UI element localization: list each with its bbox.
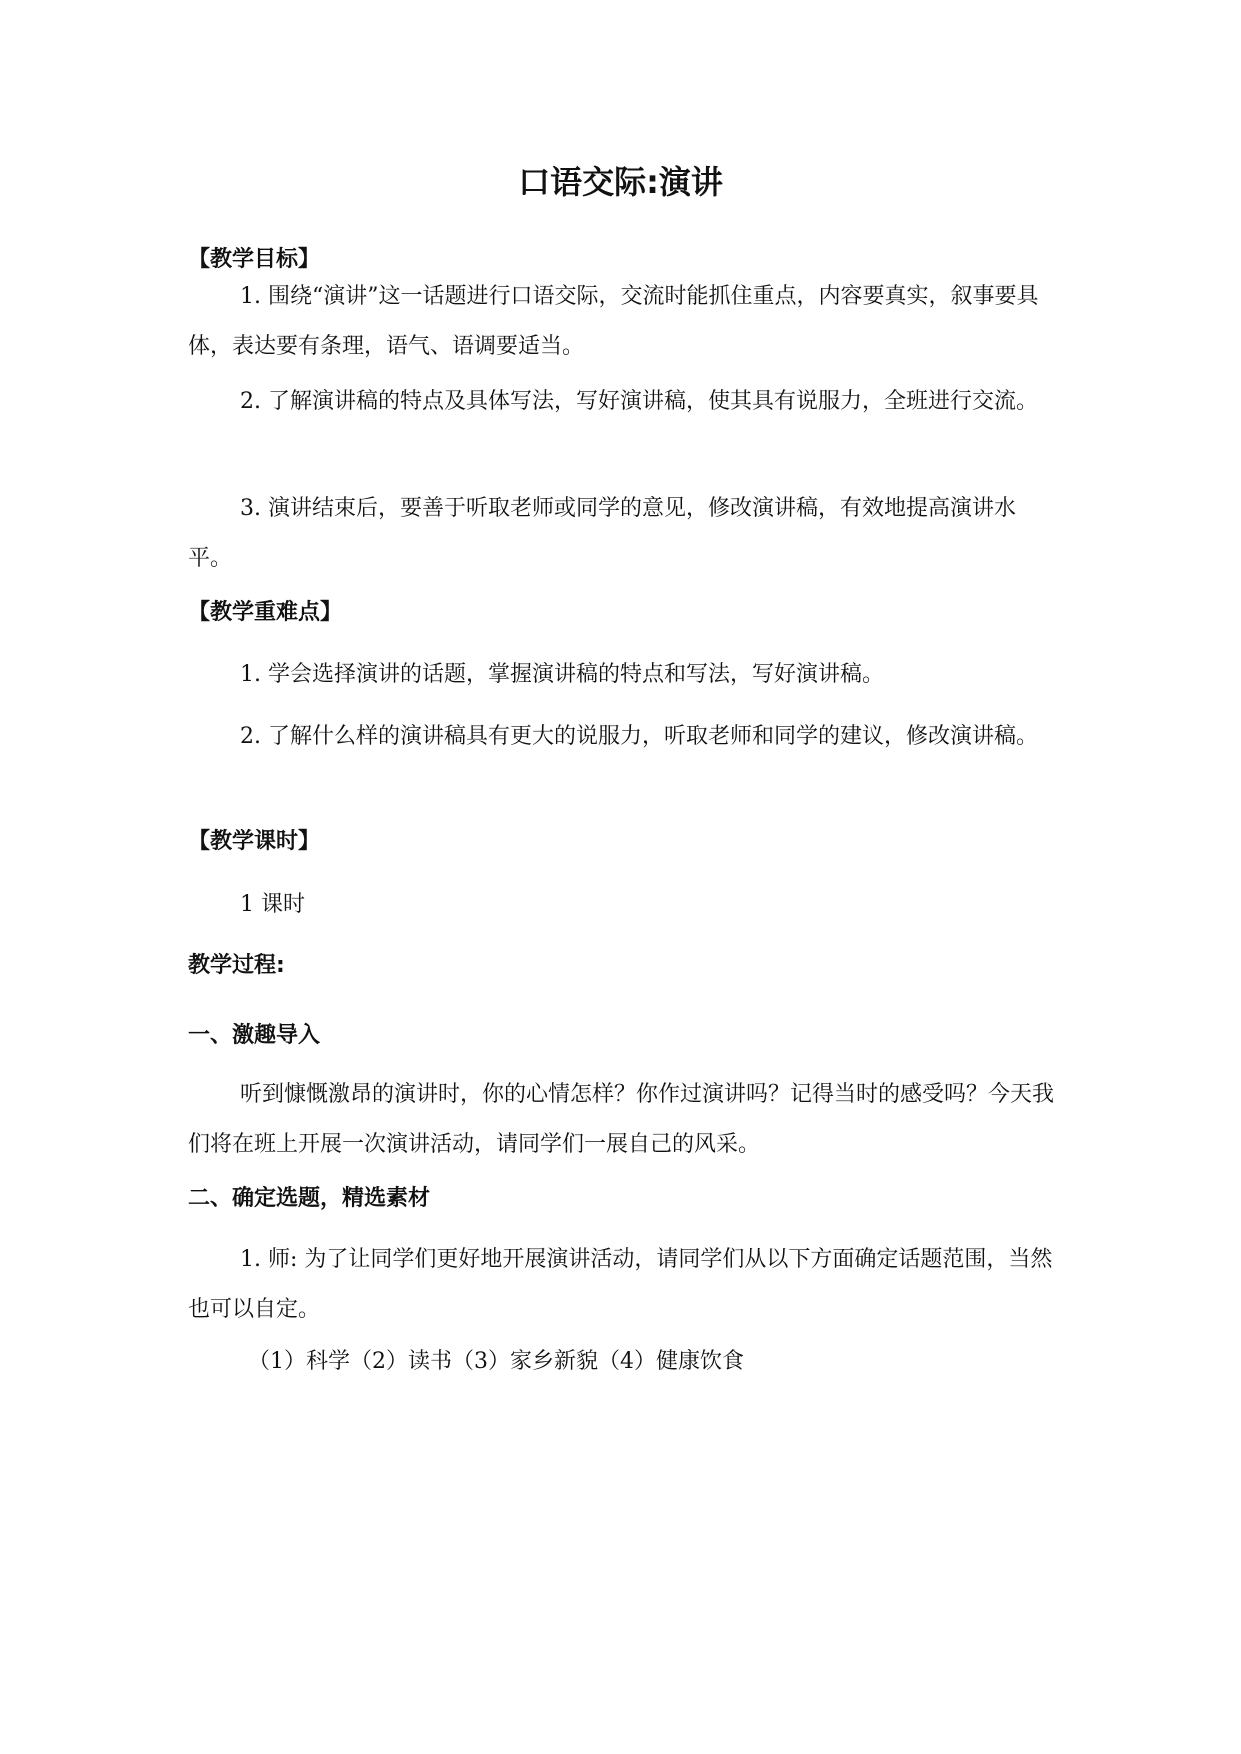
process-step1-heading: 一、激趣导入	[188, 1023, 321, 1048]
key-point-item-1: 1. 学会选择演讲的话题，掌握演讲稿的特点和写法，写好演讲稿。	[240, 662, 884, 687]
process-step2-heading: 二、确定选题，精选素材	[188, 1186, 431, 1211]
objective-item-2: 2. 了解演讲稿的特点及具体写法，写好演讲稿，使其具有说服力，全班进行交流。	[240, 389, 1038, 414]
section-heading-hours: 【教学课时】	[188, 829, 321, 854]
document-title: 口语交际:演讲	[518, 163, 723, 201]
process-step1-text: 听到慷慨激昂的演讲时，你的心情怎样？你作过演讲吗？记得当时的感受吗？今天我们将在班上开展一次演讲活动，请同学们一展自己的风采。	[188, 1082, 1055, 1157]
objective-item-3: 3. 演讲结束后，要善于听取老师或同学的意见，修改演讲稿，有效地提高演讲水平。	[188, 496, 1016, 571]
lesson-hours: 1 课时	[240, 892, 305, 917]
objective-item-1: 1. 围绕“演讲”这一话题进行口语交际，交流时能抓住重点，内容要真实，叙事要具体，表达要有条理，语气、语调要适当。	[188, 284, 1039, 359]
topic-options: （1）科学（2）读书（3）家乡新貌（4）健康饮食	[248, 1349, 744, 1374]
section-heading-key-points: 【教学重难点】	[188, 600, 343, 625]
section-heading-objectives: 【教学目标】	[188, 247, 321, 272]
section-heading-process: 教学过程:	[188, 953, 285, 978]
process-step2-text: 1. 师: 为了让同学们更好地开展演讲活动，请同学们从以下方面确定话题范围，当然也可以自定。	[188, 1247, 1053, 1322]
key-point-item-2: 2. 了解什么样的演讲稿具有更大的说服力，听取老师和同学的建议，修改演讲稿。	[240, 724, 1038, 749]
